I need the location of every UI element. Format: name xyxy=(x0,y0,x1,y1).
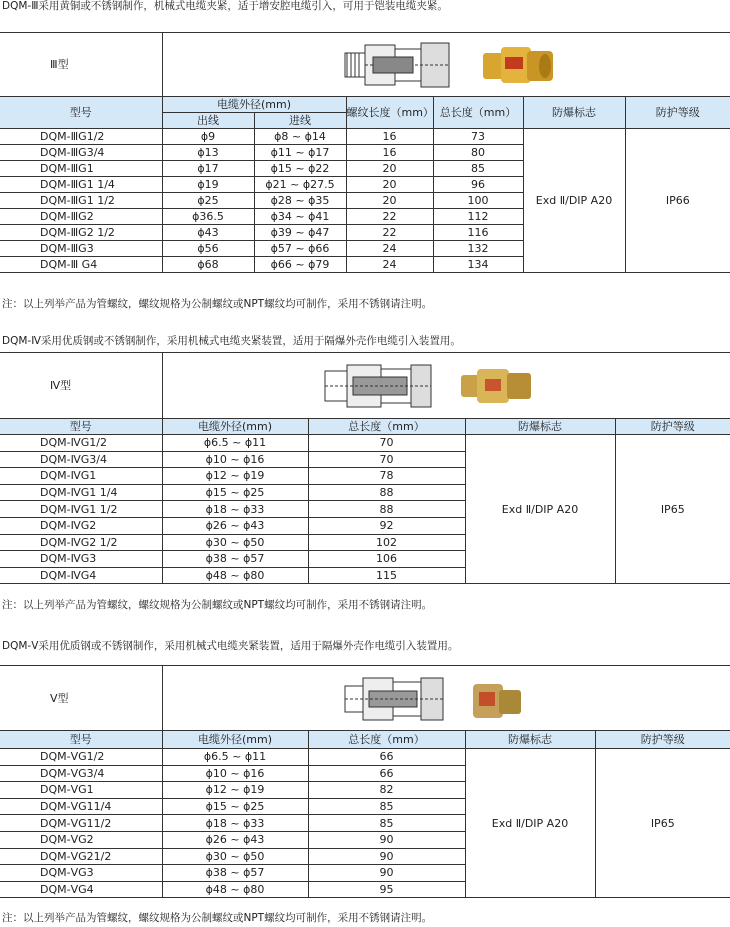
inlet-cell: ϕ15 ~ ϕ22 xyxy=(254,161,346,177)
od-cell: ϕ18 ~ ϕ33 xyxy=(162,501,308,518)
model-cell: DQM-ⅤG11/2 xyxy=(40,816,112,830)
section-4-intro: DQM-Ⅳ采用优质钢或不锈钢制作，采用机械式电缆夹紧装置，适用于隔爆外壳作电缆引入装置用。 xyxy=(2,335,461,347)
section-5-note: 注：以上列举产品为管螺纹，螺纹规格为公制螺纹或NPT螺纹均可制作，采用不锈钢请注明。 xyxy=(2,912,433,924)
inlet-cell: ϕ28 ~ ϕ35 xyxy=(254,193,346,209)
inlet-cell: ϕ11 ~ ϕ17 xyxy=(254,145,346,161)
col-cable-od-header: 电缆外径(mm) xyxy=(162,419,308,435)
model-cell: DQM-ⅣG1 xyxy=(40,469,97,483)
model-cell: DQM-ⅤG11/4 xyxy=(40,800,112,814)
col-ip-header: 防护等级 xyxy=(615,419,730,435)
inlet-cell: ϕ39 ~ ϕ47 xyxy=(254,225,346,241)
total-cell: 92 xyxy=(308,517,465,534)
model-cell: DQM-Ⅲ G4 xyxy=(40,258,98,271)
total-cell: 134 xyxy=(433,257,523,273)
section-3-intro: DQM-Ⅲ采用黄铜或不锈钢制作，机械式电缆夹紧，适于增安腔电缆引入，可用于铠装电缆夹紧。 xyxy=(2,0,448,12)
od-cell: ϕ48 ~ ϕ80 xyxy=(162,567,308,584)
model-cell: DQM-ⅣG3/4 xyxy=(40,452,107,466)
od-cell: ϕ10 ~ ϕ16 xyxy=(162,451,308,468)
od-cell: ϕ6.5 ~ ϕ11 xyxy=(162,435,308,452)
total-cell: 73 xyxy=(433,129,523,145)
ex-mark-cell: Exd Ⅱ/DIP A20 xyxy=(523,129,625,273)
section-4-image-cell xyxy=(162,353,730,419)
outlet-cell: ϕ13 xyxy=(162,145,254,161)
outlet-cell: ϕ68 xyxy=(162,257,254,273)
od-cell: ϕ30 ~ ϕ50 xyxy=(162,534,308,551)
total-cell: 90 xyxy=(308,831,465,848)
col-outlet-header: 出线 xyxy=(162,113,254,129)
model-cell: DQM-ⅤG2 xyxy=(40,833,94,847)
total-cell: 96 xyxy=(433,177,523,193)
col-ip-header: 防护等级 xyxy=(625,97,730,129)
total-cell: 66 xyxy=(308,749,465,766)
model-cell: DQM-ⅢG1/2 xyxy=(40,130,105,143)
ip-cell: IP66 xyxy=(625,129,730,273)
od-cell: ϕ12 ~ ϕ19 xyxy=(162,782,308,799)
model-cell: DQM-ⅣG1 1/4 xyxy=(40,486,118,500)
model-cell: DQM-ⅢG2 1/2 xyxy=(40,226,115,239)
col-ex-mark-header: 防爆标志 xyxy=(465,731,595,749)
outlet-cell: ϕ43 xyxy=(162,225,254,241)
od-cell: ϕ26 ~ ϕ43 xyxy=(162,831,308,848)
total-cell: 70 xyxy=(308,435,465,452)
ip-cell: IP65 xyxy=(595,749,730,898)
model-cell: DQM-ⅢG1 1/4 xyxy=(40,178,115,191)
section-4-photo xyxy=(457,363,537,409)
total-cell: 78 xyxy=(308,468,465,485)
total-cell: 70 xyxy=(308,451,465,468)
od-cell: ϕ26 ~ ϕ43 xyxy=(162,517,308,534)
total-cell: 132 xyxy=(433,241,523,257)
inlet-cell: ϕ34 ~ ϕ41 xyxy=(254,209,346,225)
section-3-table xyxy=(0,32,730,273)
inlet-cell: ϕ57 ~ ϕ66 xyxy=(254,241,346,257)
col-model-header: 型号 xyxy=(0,419,162,435)
outlet-cell: ϕ9 xyxy=(162,129,254,145)
total-cell: 80 xyxy=(433,145,523,161)
model-cell: DQM-ⅤG1 xyxy=(40,783,94,797)
section-4-note: 注：以上列举产品为管螺纹，螺纹规格为公制螺纹或NPT螺纹均可制作，采用不锈钢请注明。 xyxy=(2,599,433,611)
col-total-length-header: 总长度（mm） xyxy=(308,419,465,435)
section-3-photo xyxy=(479,39,559,91)
od-cell: ϕ38 ~ ϕ57 xyxy=(162,865,308,882)
table-row xyxy=(0,129,730,145)
section-5-type-label: Ⅴ型 xyxy=(0,666,162,731)
table-row xyxy=(0,435,730,452)
od-cell: ϕ15 ~ ϕ25 xyxy=(162,798,308,815)
section-3-drawing xyxy=(343,39,453,91)
total-cell: 85 xyxy=(433,161,523,177)
section-3-note: 注：以上列举产品为管螺纹，螺纹规格为公制螺纹或NPT螺纹均可制作，采用不锈钢请注明。 xyxy=(2,298,433,310)
table-row xyxy=(0,749,730,766)
inlet-cell: ϕ21 ~ ϕ27.5 xyxy=(254,177,346,193)
col-inlet-header: 进线 xyxy=(254,113,346,129)
col-total-length-header: 总长度（mm） xyxy=(308,731,465,749)
section-5-image-cell xyxy=(162,666,730,731)
section-4-drawing xyxy=(323,361,435,411)
total-cell: 90 xyxy=(308,865,465,882)
thread-cell: 16 xyxy=(346,145,433,161)
total-cell: 88 xyxy=(308,484,465,501)
ip-cell: IP65 xyxy=(615,435,730,584)
section-5-photo xyxy=(467,674,527,726)
od-cell: ϕ30 ~ ϕ50 xyxy=(162,848,308,865)
inlet-cell: ϕ8 ~ ϕ14 xyxy=(254,129,346,145)
section-4-table xyxy=(0,352,730,584)
model-cell: DQM-ⅤG4 xyxy=(40,883,94,897)
col-thread-length-header: 螺纹长度（mm） xyxy=(346,97,433,129)
section-4-type-label: Ⅳ型 xyxy=(0,353,162,419)
od-cell: ϕ10 ~ ϕ16 xyxy=(162,765,308,782)
outlet-cell: ϕ56 xyxy=(162,241,254,257)
od-cell: ϕ18 ~ ϕ33 xyxy=(162,815,308,832)
total-cell: 106 xyxy=(308,551,465,568)
model-cell: DQM-ⅣG2 xyxy=(40,519,97,533)
od-cell: ϕ12 ~ ϕ19 xyxy=(162,468,308,485)
model-cell: DQM-ⅢG3/4 xyxy=(40,146,105,159)
total-cell: 85 xyxy=(308,815,465,832)
thread-cell: 16 xyxy=(346,129,433,145)
outlet-cell: ϕ25 xyxy=(162,193,254,209)
total-cell: 85 xyxy=(308,798,465,815)
inlet-cell: ϕ66 ~ ϕ79 xyxy=(254,257,346,273)
model-cell: DQM-ⅣG1/2 xyxy=(40,436,107,450)
model-cell: DQM-ⅢG1 1/2 xyxy=(40,194,115,207)
thread-cell: 24 xyxy=(346,257,433,273)
od-cell: ϕ38 ~ ϕ57 xyxy=(162,551,308,568)
od-cell: ϕ15 ~ ϕ25 xyxy=(162,484,308,501)
total-cell: 90 xyxy=(308,848,465,865)
outlet-cell: ϕ17 xyxy=(162,161,254,177)
thread-cell: 20 xyxy=(346,161,433,177)
col-ip-header: 防护等级 xyxy=(595,731,730,749)
col-model-header: 型号 xyxy=(0,731,162,749)
col-model-header: 型号 xyxy=(0,97,162,129)
total-cell: 115 xyxy=(308,567,465,584)
total-cell: 82 xyxy=(308,782,465,799)
section-5-drawing xyxy=(343,674,447,724)
total-cell: 95 xyxy=(308,881,465,898)
total-cell: 88 xyxy=(308,501,465,518)
model-cell: DQM-ⅣG2 1/2 xyxy=(40,535,118,549)
thread-cell: 24 xyxy=(346,241,433,257)
model-cell: DQM-ⅣG3 xyxy=(40,552,97,566)
col-ex-mark-header: 防爆标志 xyxy=(465,419,615,435)
total-cell: 66 xyxy=(308,765,465,782)
ex-mark-cell: Exd Ⅱ/DIP A20 xyxy=(465,749,595,898)
model-cell: DQM-ⅢG2 xyxy=(40,210,94,223)
col-ex-mark-header: 防爆标志 xyxy=(523,97,625,129)
model-cell: DQM-ⅢG1 xyxy=(40,162,94,175)
thread-cell: 22 xyxy=(346,209,433,225)
col-cable-od-header: 电缆外径(mm) xyxy=(162,731,308,749)
section-5-intro: DQM-Ⅴ采用优质钢或不锈钢制作，采用机械式电缆夹紧装置，适用于隔爆外壳作电缆引入装置用。 xyxy=(2,640,459,652)
ex-mark-cell: Exd Ⅱ/DIP A20 xyxy=(465,435,615,584)
col-total-length-header: 总长度（mm） xyxy=(433,97,523,129)
thread-cell: 20 xyxy=(346,193,433,209)
thread-cell: 22 xyxy=(346,225,433,241)
model-cell: DQM-ⅤG1/2 xyxy=(40,750,105,764)
od-cell: ϕ6.5 ~ ϕ11 xyxy=(162,749,308,766)
outlet-cell: ϕ36.5 xyxy=(162,209,254,225)
col-cable-od-header: 电缆外径(mm) xyxy=(162,97,346,113)
total-cell: 116 xyxy=(433,225,523,241)
model-cell: DQM-ⅣG4 xyxy=(40,569,97,583)
thread-cell: 20 xyxy=(346,177,433,193)
outlet-cell: ϕ19 xyxy=(162,177,254,193)
total-cell: 102 xyxy=(308,534,465,551)
total-cell: 112 xyxy=(433,209,523,225)
total-cell: 100 xyxy=(433,193,523,209)
model-cell: DQM-ⅢG3 xyxy=(40,242,94,255)
section-3-type-label: Ⅲ型 xyxy=(0,33,162,97)
model-cell: DQM-ⅣG1 1/2 xyxy=(40,502,118,516)
od-cell: ϕ48 ~ ϕ80 xyxy=(162,881,308,898)
section-3-image-cell xyxy=(162,33,730,97)
model-cell: DQM-ⅤG3 xyxy=(40,866,94,880)
model-cell: DQM-ⅤG3/4 xyxy=(40,766,105,780)
model-cell: DQM-ⅤG21/2 xyxy=(40,849,112,863)
section-5-table xyxy=(0,665,730,898)
